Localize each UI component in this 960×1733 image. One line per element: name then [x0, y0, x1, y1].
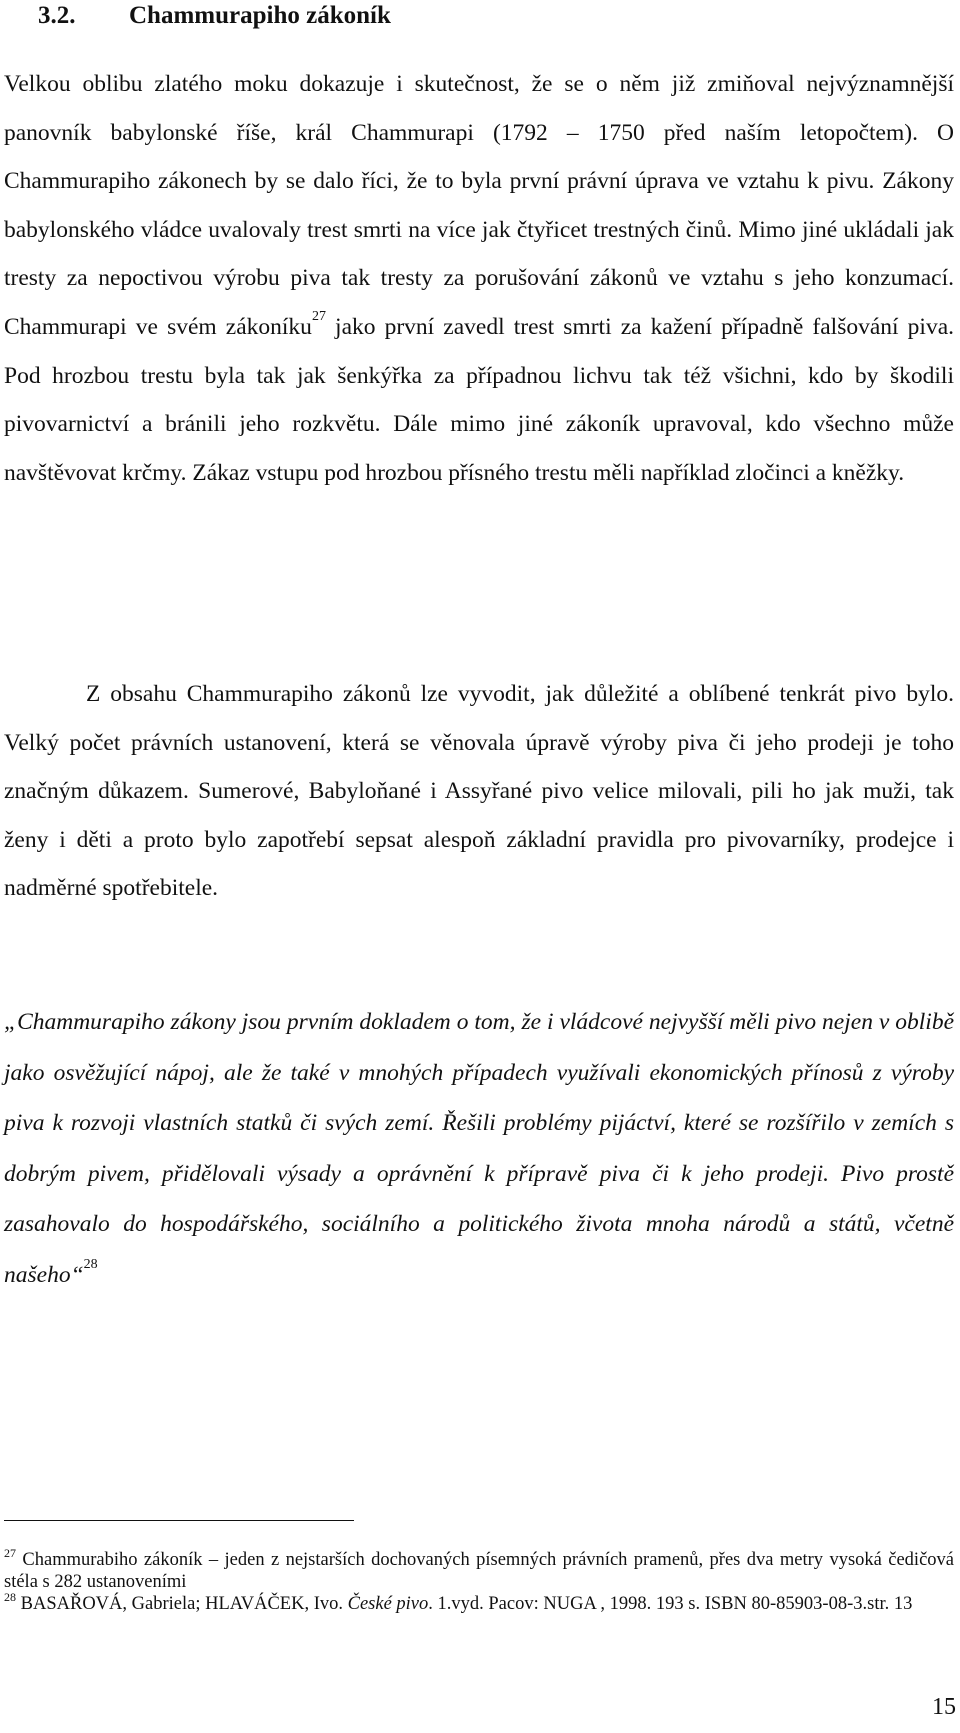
- section-number: 3.2.: [38, 2, 76, 29]
- footnote-28: [4, 1590, 954, 1615]
- page-number: 15: [932, 1694, 956, 1720]
- footnote-text: Chammurabiho zákoník – jeden z nejstarších dochovaných písemných právních pramenů, přes dva metry vysoká čedičová stéla s 282 ustanoveními: [4, 1550, 954, 1592]
- footnotes: [4, 1546, 954, 1615]
- footnote-text-after: . 1.vyd. Pacov: NUGA , 1998. 193 s. ISBN 80-85903-08-3.str. 13: [428, 1594, 913, 1614]
- paragraph-1-text-a: Velkou oblibu zlatého moku dokazuje i skutečnost, že se o něm již zmiňoval nejvýznamnější panovník babylonské říše, král Chammurapi (1792 – 1750 před naším letopočtem). O Chammurapiho zákonech by se dalo říci, že to byla první právní úprava ve vztahu k pivu. Zákony babylonského vládce uvalovaly trest smrti na více jak čtyřicet trestných činů. Mimo jiné ukládali jak tresty za nepoctivou výrobu piva tak tresty za porušování zákonů ve vztahu s jeho konzumací. Chammurapi ve svém zákoníku: [4, 71, 954, 340]
- quote-text: „Chammurapiho zákony jsou prvním dokladem o tom, že i vládcové nejvyšší měli pivo nejen v oblibě jako osvěžující nápoj, ale že také v mnohých případech využívali ekonomických přínosů z výroby piva k rozvoji vlastních statků či svých zemí. Řešili problémy pijáctví, které se rozšířilo v zemích s dobrým pivem, přidělovali výsady a oprávnění k přípravě piva či k jeho prodeji. Pivo prostě zasahovalo do hospodářského, sociálního a politického života mnoha národů a států, včetně našeho“: [4, 1009, 954, 1288]
- block-quote: [4, 997, 954, 1300]
- footnote-text-before: BASAŘOVÁ, Gabriela; HLAVÁČEK, Ivo.: [16, 1594, 348, 1614]
- body-paragraph-2: Z obsahu Chammurapiho zákonů lze vyvodit, jak důležité a oblíbené tenkrát pivo bylo. Velký počet právních ustanovení, která se věnovala úpravě výroby piva či jeho prodeji je toho značným důkazem. Sumerové, Babyloňané i Assyřané pivo velice milovali, pili ho jak muži, tak ženy i děti a proto bylo zapotřebí sepsat alespoň základní pravidla pro pivovarníky, prodejce i nadměrné spotřebitele.: [4, 681, 954, 902]
- section-heading: [38, 0, 391, 32]
- footnote-number: 28: [4, 1590, 16, 1604]
- footnote-27: [4, 1546, 954, 1593]
- footnote-ref-28[interactable]: 28: [83, 1256, 98, 1272]
- section-title: Chammurapiho zákoník: [129, 2, 391, 29]
- paragraph-1-text-b: jako první zavedl trest smrti za kažení případně falšování piva. Pod hrozbou trestu byla tak jak šenkýřka za případnou lichvu tak též všichni, kdo by škodili pivovarnictví a bránili jeho rozkvětu. Dále mimo jiné zákoník upravoval, kdo všechno může navštěvovat krčmy. Zákaz vstupu pod hrozbou přísného trestu měli například zločinci a kněžky.: [4, 313, 954, 486]
- cited-book-title: České pivo: [347, 1594, 429, 1614]
- footnote-number: 27: [4, 1546, 16, 1560]
- footnote-separator: [4, 1520, 354, 1521]
- body-paragraph-1: [4, 60, 954, 497]
- footnote-ref-27[interactable]: 27: [311, 308, 326, 324]
